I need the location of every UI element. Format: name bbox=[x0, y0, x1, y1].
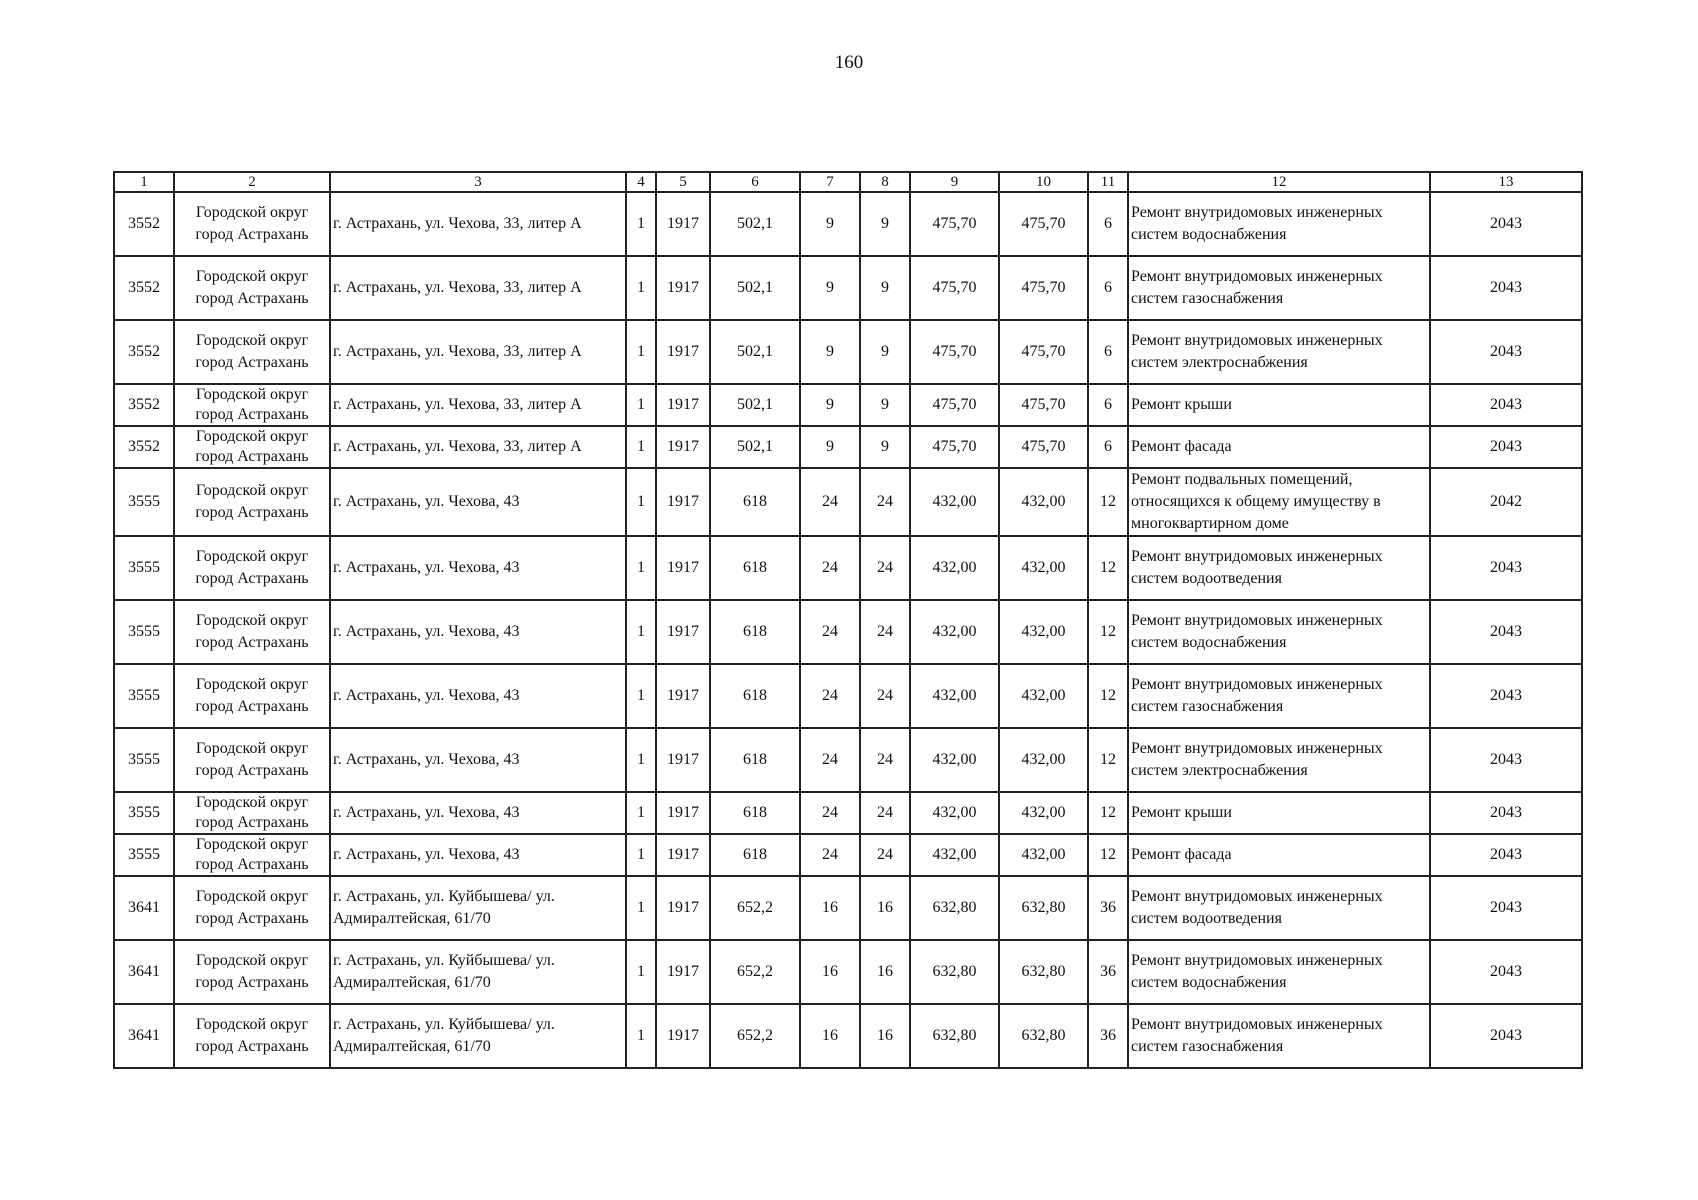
column-9-cell: 475,70 bbox=[910, 256, 999, 320]
work-type-cell: Ремонт внутридомовых инженерных систем водоснабжения bbox=[1128, 192, 1430, 256]
address-cell: г. Астрахань, ул. Чехова, 43 bbox=[330, 792, 626, 834]
work-type-cell: Ремонт фасада bbox=[1128, 426, 1430, 468]
area-cell: 618 bbox=[710, 728, 800, 792]
column-header: 3 bbox=[330, 172, 626, 192]
work-type-cell: Ремонт внутридомовых инженерных систем электроснабжения bbox=[1128, 320, 1430, 384]
municipality-cell: Городской округ город Астрахань bbox=[174, 426, 330, 468]
column-4-cell: 1 bbox=[626, 320, 656, 384]
house-id-cell: 3555 bbox=[114, 664, 174, 728]
column-7-cell: 24 bbox=[800, 664, 860, 728]
column-9-cell: 632,80 bbox=[910, 876, 999, 940]
column-9-cell: 432,00 bbox=[910, 600, 999, 664]
planned-year-cell: 2043 bbox=[1430, 320, 1582, 384]
column-8-cell: 9 bbox=[860, 426, 910, 468]
address-cell: г. Астрахань, ул. Чехова, 33, литер А bbox=[330, 256, 626, 320]
column-4-cell: 1 bbox=[626, 192, 656, 256]
municipality-cell: Городской округ город Астрахань bbox=[174, 876, 330, 940]
column-8-cell: 16 bbox=[860, 1004, 910, 1068]
planned-year-cell: 2043 bbox=[1430, 536, 1582, 600]
build-year-cell: 1917 bbox=[656, 940, 710, 1004]
area-cell: 618 bbox=[710, 664, 800, 728]
planned-year-cell: 2043 bbox=[1430, 940, 1582, 1004]
table-row bbox=[114, 600, 1582, 664]
column-header: 10 bbox=[999, 172, 1088, 192]
area-cell: 502,1 bbox=[710, 256, 800, 320]
column-4-cell: 1 bbox=[626, 792, 656, 834]
column-10-cell: 432,00 bbox=[999, 792, 1088, 834]
area-cell: 652,2 bbox=[710, 1004, 800, 1068]
table-row bbox=[114, 256, 1582, 320]
table-row bbox=[114, 834, 1582, 876]
build-year-cell: 1917 bbox=[656, 536, 710, 600]
column-7-cell: 24 bbox=[800, 728, 860, 792]
column-header: 2 bbox=[174, 172, 330, 192]
table-row bbox=[114, 940, 1582, 1004]
build-year-cell: 1917 bbox=[656, 468, 710, 536]
planned-year-cell: 2043 bbox=[1430, 728, 1582, 792]
house-id-cell: 3641 bbox=[114, 940, 174, 1004]
column-10-cell: 632,80 bbox=[999, 876, 1088, 940]
column-8-cell: 16 bbox=[860, 940, 910, 1004]
column-4-cell: 1 bbox=[626, 940, 656, 1004]
column-11-cell: 6 bbox=[1088, 426, 1128, 468]
column-8-cell: 9 bbox=[860, 192, 910, 256]
column-4-cell: 1 bbox=[626, 834, 656, 876]
column-7-cell: 16 bbox=[800, 940, 860, 1004]
column-8-cell: 24 bbox=[860, 834, 910, 876]
house-id-cell: 3552 bbox=[114, 384, 174, 426]
municipality-cell: Городской округ город Астрахань bbox=[174, 320, 330, 384]
table-row bbox=[114, 1004, 1582, 1068]
build-year-cell: 1917 bbox=[656, 320, 710, 384]
planned-year-cell: 2043 bbox=[1430, 384, 1582, 426]
planned-year-cell: 2043 bbox=[1430, 664, 1582, 728]
municipality-cell: Городской округ город Астрахань bbox=[174, 834, 330, 876]
column-4-cell: 1 bbox=[626, 536, 656, 600]
column-header: 6 bbox=[710, 172, 800, 192]
column-10-cell: 432,00 bbox=[999, 728, 1088, 792]
column-9-cell: 432,00 bbox=[910, 792, 999, 834]
area-cell: 502,1 bbox=[710, 320, 800, 384]
column-11-cell: 12 bbox=[1088, 664, 1128, 728]
column-header: 11 bbox=[1088, 172, 1128, 192]
column-4-cell: 1 bbox=[626, 468, 656, 536]
work-type-cell: Ремонт внутридомовых инженерных систем водоснабжения bbox=[1128, 940, 1430, 1004]
repair-schedule-table bbox=[113, 171, 1583, 1069]
table-row bbox=[114, 320, 1582, 384]
column-10-cell: 432,00 bbox=[999, 664, 1088, 728]
address-cell: г. Астрахань, ул. Чехова, 33, литер А bbox=[330, 384, 626, 426]
column-8-cell: 16 bbox=[860, 876, 910, 940]
municipality-cell: Городской округ город Астрахань bbox=[174, 792, 330, 834]
column-9-cell: 432,00 bbox=[910, 664, 999, 728]
column-7-cell: 24 bbox=[800, 536, 860, 600]
planned-year-cell: 2043 bbox=[1430, 1004, 1582, 1068]
column-8-cell: 24 bbox=[860, 600, 910, 664]
column-4-cell: 1 bbox=[626, 426, 656, 468]
table-body bbox=[114, 172, 1582, 1068]
area-cell: 618 bbox=[710, 468, 800, 536]
build-year-cell: 1917 bbox=[656, 728, 710, 792]
planned-year-cell: 2042 bbox=[1430, 468, 1582, 536]
planned-year-cell: 2043 bbox=[1430, 256, 1582, 320]
page-number: 160 bbox=[834, 52, 864, 73]
column-7-cell: 16 bbox=[800, 1004, 860, 1068]
column-7-cell: 24 bbox=[800, 834, 860, 876]
house-id-cell: 3555 bbox=[114, 536, 174, 600]
house-id-cell: 3552 bbox=[114, 320, 174, 384]
work-type-cell: Ремонт внутридомовых инженерных систем газоснабжения bbox=[1128, 1004, 1430, 1068]
column-10-cell: 432,00 bbox=[999, 536, 1088, 600]
column-11-cell: 36 bbox=[1088, 940, 1128, 1004]
build-year-cell: 1917 bbox=[656, 876, 710, 940]
municipality-cell: Городской округ город Астрахань bbox=[174, 256, 330, 320]
column-8-cell: 9 bbox=[860, 256, 910, 320]
column-9-cell: 475,70 bbox=[910, 384, 999, 426]
column-9-cell: 432,00 bbox=[910, 834, 999, 876]
address-cell: г. Астрахань, ул. Чехова, 43 bbox=[330, 834, 626, 876]
planned-year-cell: 2043 bbox=[1430, 192, 1582, 256]
table-row bbox=[114, 664, 1582, 728]
column-11-cell: 36 bbox=[1088, 876, 1128, 940]
municipality-cell: Городской округ город Астрахань bbox=[174, 192, 330, 256]
planned-year-cell: 2043 bbox=[1430, 426, 1582, 468]
column-9-cell: 475,70 bbox=[910, 320, 999, 384]
area-cell: 618 bbox=[710, 834, 800, 876]
house-id-cell: 3555 bbox=[114, 728, 174, 792]
build-year-cell: 1917 bbox=[656, 664, 710, 728]
municipality-cell: Городской округ город Астрахань bbox=[174, 384, 330, 426]
column-9-cell: 475,70 bbox=[910, 426, 999, 468]
column-header: 7 bbox=[800, 172, 860, 192]
address-cell: г. Астрахань, ул. Чехова, 33, литер А bbox=[330, 192, 626, 256]
work-type-cell: Ремонт внутридомовых инженерных систем водоотведения bbox=[1128, 536, 1430, 600]
column-header: 13 bbox=[1430, 172, 1582, 192]
column-10-cell: 432,00 bbox=[999, 600, 1088, 664]
build-year-cell: 1917 bbox=[656, 384, 710, 426]
address-cell: г. Астрахань, ул. Чехова, 43 bbox=[330, 468, 626, 536]
column-11-cell: 12 bbox=[1088, 792, 1128, 834]
column-4-cell: 1 bbox=[626, 728, 656, 792]
municipality-cell: Городской округ город Астрахань bbox=[174, 468, 330, 536]
column-4-cell: 1 bbox=[626, 1004, 656, 1068]
build-year-cell: 1917 bbox=[656, 426, 710, 468]
column-11-cell: 6 bbox=[1088, 256, 1128, 320]
table-row bbox=[114, 192, 1582, 256]
area-cell: 618 bbox=[710, 536, 800, 600]
column-7-cell: 9 bbox=[800, 192, 860, 256]
column-11-cell: 12 bbox=[1088, 728, 1128, 792]
column-7-cell: 9 bbox=[800, 426, 860, 468]
house-id-cell: 3555 bbox=[114, 834, 174, 876]
house-id-cell: 3552 bbox=[114, 192, 174, 256]
column-header: 1 bbox=[114, 172, 174, 192]
address-cell: г. Астрахань, ул. Чехова, 43 bbox=[330, 664, 626, 728]
table-row bbox=[114, 876, 1582, 940]
column-9-cell: 632,80 bbox=[910, 940, 999, 1004]
municipality-cell: Городской округ город Астрахань bbox=[174, 664, 330, 728]
column-4-cell: 1 bbox=[626, 384, 656, 426]
area-cell: 652,2 bbox=[710, 876, 800, 940]
column-header: 4 bbox=[626, 172, 656, 192]
area-cell: 502,1 bbox=[710, 192, 800, 256]
column-11-cell: 6 bbox=[1088, 320, 1128, 384]
column-9-cell: 432,00 bbox=[910, 728, 999, 792]
municipality-cell: Городской округ город Астрахань bbox=[174, 600, 330, 664]
work-type-cell: Ремонт внутридомовых инженерных систем электроснабжения bbox=[1128, 728, 1430, 792]
column-8-cell: 24 bbox=[860, 664, 910, 728]
table-row bbox=[114, 536, 1582, 600]
column-10-cell: 432,00 bbox=[999, 834, 1088, 876]
house-id-cell: 3641 bbox=[114, 1004, 174, 1068]
work-type-cell: Ремонт внутридомовых инженерных систем газоснабжения bbox=[1128, 256, 1430, 320]
address-cell: г. Астрахань, ул. Куйбышева/ ул. Адмиралтейская, 61/70 bbox=[330, 1004, 626, 1068]
column-9-cell: 432,00 bbox=[910, 536, 999, 600]
work-type-cell: Ремонт крыши bbox=[1128, 792, 1430, 834]
area-cell: 618 bbox=[710, 792, 800, 834]
column-4-cell: 1 bbox=[626, 600, 656, 664]
column-10-cell: 632,80 bbox=[999, 940, 1088, 1004]
build-year-cell: 1917 bbox=[656, 1004, 710, 1068]
column-7-cell: 24 bbox=[800, 792, 860, 834]
area-cell: 502,1 bbox=[710, 384, 800, 426]
build-year-cell: 1917 bbox=[656, 256, 710, 320]
address-cell: г. Астрахань, ул. Чехова, 33, литер А bbox=[330, 320, 626, 384]
column-4-cell: 1 bbox=[626, 256, 656, 320]
column-11-cell: 12 bbox=[1088, 536, 1128, 600]
column-10-cell: 475,70 bbox=[999, 192, 1088, 256]
column-9-cell: 632,80 bbox=[910, 1004, 999, 1068]
column-10-cell: 475,70 bbox=[999, 320, 1088, 384]
column-7-cell: 24 bbox=[800, 600, 860, 664]
house-id-cell: 3555 bbox=[114, 468, 174, 536]
column-4-cell: 1 bbox=[626, 664, 656, 728]
planned-year-cell: 2043 bbox=[1430, 876, 1582, 940]
address-cell: г. Астрахань, ул. Чехова, 43 bbox=[330, 536, 626, 600]
column-10-cell: 632,80 bbox=[999, 1004, 1088, 1068]
column-10-cell: 475,70 bbox=[999, 384, 1088, 426]
planned-year-cell: 2043 bbox=[1430, 834, 1582, 876]
address-cell: г. Астрахань, ул. Куйбышева/ ул. Адмиралтейская, 61/70 bbox=[330, 940, 626, 1004]
column-11-cell: 12 bbox=[1088, 834, 1128, 876]
column-7-cell: 24 bbox=[800, 468, 860, 536]
column-11-cell: 12 bbox=[1088, 468, 1128, 536]
build-year-cell: 1917 bbox=[656, 192, 710, 256]
column-8-cell: 24 bbox=[860, 792, 910, 834]
column-8-cell: 24 bbox=[860, 536, 910, 600]
column-8-cell: 9 bbox=[860, 384, 910, 426]
municipality-cell: Городской округ город Астрахань bbox=[174, 728, 330, 792]
column-10-cell: 475,70 bbox=[999, 426, 1088, 468]
house-id-cell: 3555 bbox=[114, 600, 174, 664]
area-cell: 652,2 bbox=[710, 940, 800, 1004]
area-cell: 502,1 bbox=[710, 426, 800, 468]
build-year-cell: 1917 bbox=[656, 834, 710, 876]
house-id-cell: 3552 bbox=[114, 426, 174, 468]
table-header-row bbox=[114, 172, 1582, 192]
address-cell: г. Астрахань, ул. Чехова, 43 bbox=[330, 600, 626, 664]
column-7-cell: 9 bbox=[800, 256, 860, 320]
table-row bbox=[114, 728, 1582, 792]
column-8-cell: 24 bbox=[860, 728, 910, 792]
column-header: 8 bbox=[860, 172, 910, 192]
column-header: 5 bbox=[656, 172, 710, 192]
column-11-cell: 6 bbox=[1088, 384, 1128, 426]
column-4-cell: 1 bbox=[626, 876, 656, 940]
house-id-cell: 3552 bbox=[114, 256, 174, 320]
column-10-cell: 475,70 bbox=[999, 256, 1088, 320]
column-11-cell: 36 bbox=[1088, 1004, 1128, 1068]
column-8-cell: 24 bbox=[860, 468, 910, 536]
table-row bbox=[114, 384, 1582, 426]
work-type-cell: Ремонт крыши bbox=[1128, 384, 1430, 426]
house-id-cell: 3641 bbox=[114, 876, 174, 940]
column-7-cell: 9 bbox=[800, 320, 860, 384]
address-cell: г. Астрахань, ул. Чехова, 43 bbox=[330, 728, 626, 792]
column-8-cell: 9 bbox=[860, 320, 910, 384]
address-cell: г. Астрахань, ул. Чехова, 33, литер А bbox=[330, 426, 626, 468]
column-7-cell: 9 bbox=[800, 384, 860, 426]
column-11-cell: 12 bbox=[1088, 600, 1128, 664]
table-row bbox=[114, 426, 1582, 468]
area-cell: 618 bbox=[710, 600, 800, 664]
column-11-cell: 6 bbox=[1088, 192, 1128, 256]
work-type-cell: Ремонт внутридомовых инженерных систем газоснабжения bbox=[1128, 664, 1430, 728]
column-header: 9 bbox=[910, 172, 999, 192]
work-type-cell: Ремонт подвальных помещений, относящихся к общему имуществу в многоквартирном доме bbox=[1128, 468, 1430, 536]
address-cell: г. Астрахань, ул. Куйбышева/ ул. Адмиралтейская, 61/70 bbox=[330, 876, 626, 940]
municipality-cell: Городской округ город Астрахань bbox=[174, 1004, 330, 1068]
work-type-cell: Ремонт внутридомовых инженерных систем водоотведения bbox=[1128, 876, 1430, 940]
build-year-cell: 1917 bbox=[656, 600, 710, 664]
column-10-cell: 432,00 bbox=[999, 468, 1088, 536]
work-type-cell: Ремонт внутридомовых инженерных систем водоснабжения bbox=[1128, 600, 1430, 664]
municipality-cell: Городской округ город Астрахань bbox=[174, 940, 330, 1004]
planned-year-cell: 2043 bbox=[1430, 600, 1582, 664]
planned-year-cell: 2043 bbox=[1430, 792, 1582, 834]
column-header: 12 bbox=[1128, 172, 1430, 192]
column-7-cell: 16 bbox=[800, 876, 860, 940]
column-9-cell: 475,70 bbox=[910, 192, 999, 256]
table-row bbox=[114, 792, 1582, 834]
municipality-cell: Городской округ город Астрахань bbox=[174, 536, 330, 600]
column-9-cell: 432,00 bbox=[910, 468, 999, 536]
build-year-cell: 1917 bbox=[656, 792, 710, 834]
table-row bbox=[114, 468, 1582, 536]
house-id-cell: 3555 bbox=[114, 792, 174, 834]
work-type-cell: Ремонт фасада bbox=[1128, 834, 1430, 876]
